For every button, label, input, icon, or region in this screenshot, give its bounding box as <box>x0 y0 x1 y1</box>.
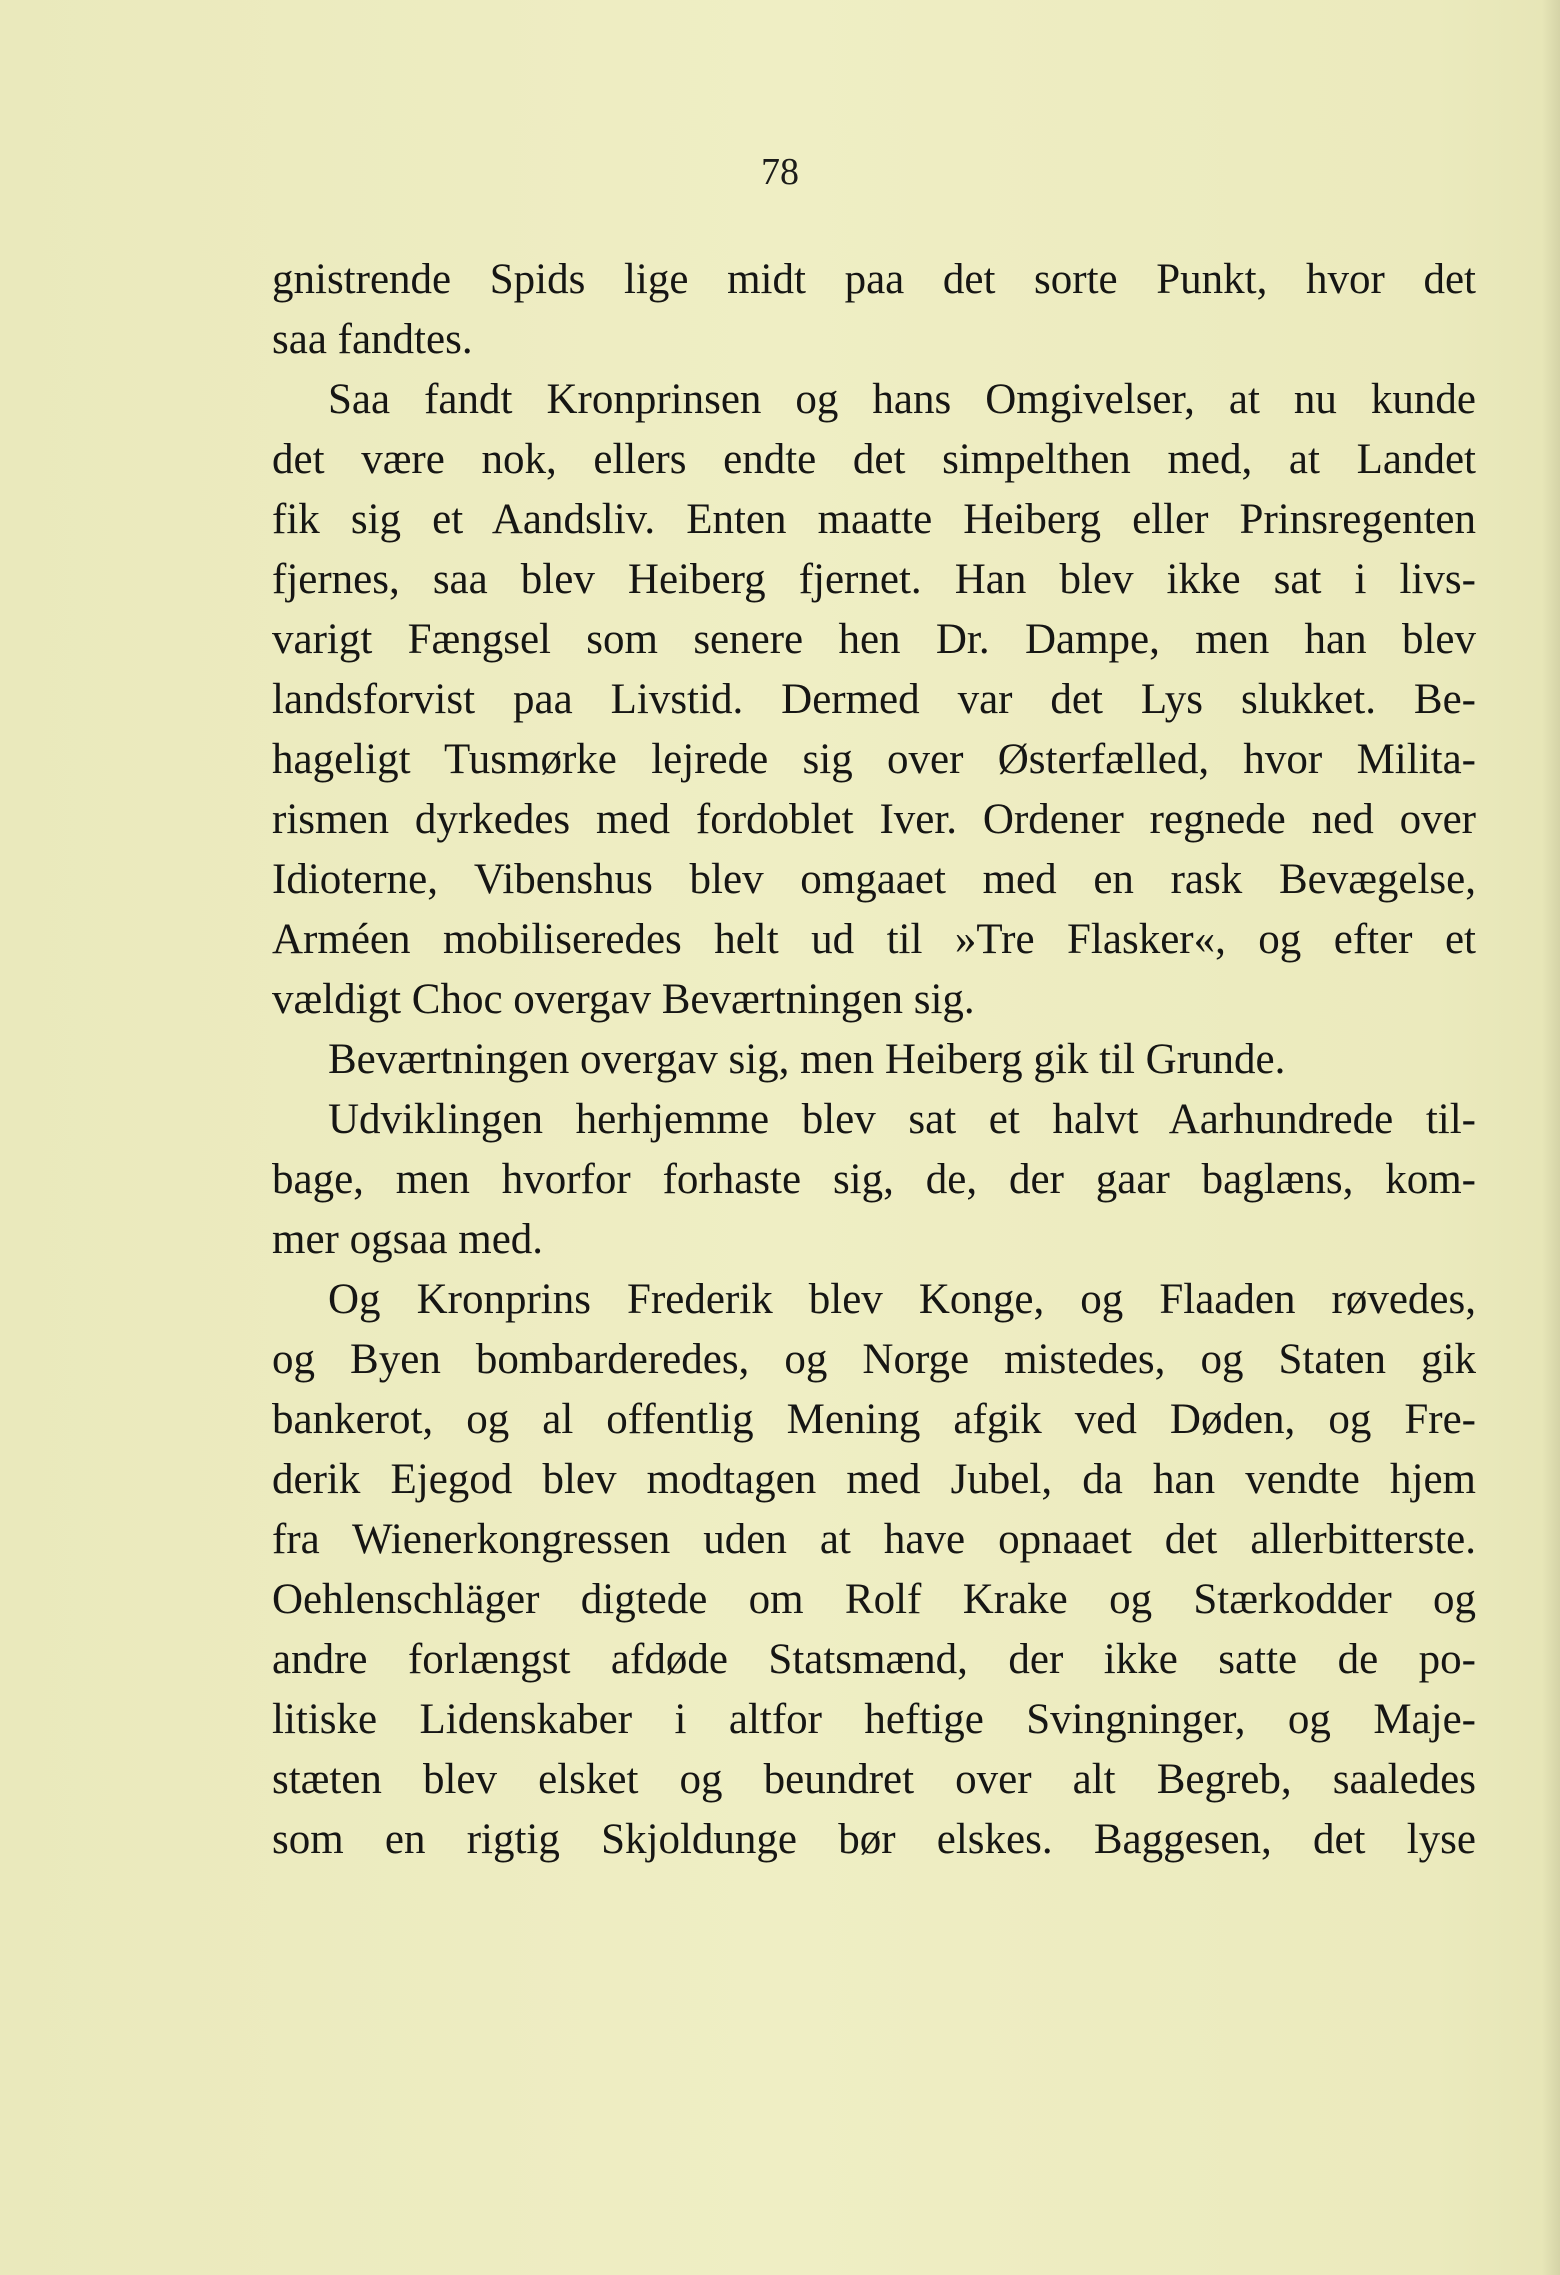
text-line: derik Ejegod blev modtagen med Jubel, da han vendte hjem <box>272 1456 1476 1503</box>
text-line: fjernes, saa blev Heiberg fjernet. Han blev ikke sat i livs- <box>272 556 1476 603</box>
text-line: det være nok, ellers endte det simpelthen med, at Landet <box>272 436 1476 483</box>
text-line: landsforvist paa Livstid. Dermed var det Lys slukket. Be- <box>272 676 1476 723</box>
page-edge-shadow <box>1542 0 1560 2275</box>
text-line: Idioterne, Vibenshus blev omgaaet med en rask Bevægelse, <box>272 856 1476 903</box>
text-line: litiske Lidenskaber i altfor heftige Svingninger, og Maje- <box>272 1696 1476 1743</box>
text-line: varigt Fængsel som senere hen Dr. Dampe, men han blev <box>272 616 1476 663</box>
text-line: Saa fandt Kronprinsen og hans Omgivelser, at nu kunde <box>328 376 1476 423</box>
text-line: Beværtningen overgav sig, men Heiberg gik til Grunde. <box>328 1036 1286 1083</box>
text-line: Og Kronprins Frederik blev Konge, og Flaaden røvedes, <box>328 1276 1476 1323</box>
text-line: rismen dyrkedes med fordoblet Iver. Ordener regnede ned over <box>272 796 1476 843</box>
text-line: gnistrende Spids lige midt paa det sorte Punkt, hvor det <box>272 256 1476 303</box>
page-number: 78 <box>761 151 799 193</box>
text-line: Udviklingen herhjemme blev sat et halvt Aarhundrede til- <box>328 1096 1476 1143</box>
text-line: fra Wienerkongressen uden at have opnaaet det allerbitterste. <box>272 1516 1476 1563</box>
text-line: andre forlængst afdøde Statsmænd, der ikke satte de po- <box>272 1636 1476 1683</box>
text-line: og Byen bombarderedes, og Norge mistedes, og Staten gik <box>272 1336 1476 1383</box>
text-line: Arméen mobiliseredes helt ud til »Tre Flasker«, og efter et <box>272 916 1476 963</box>
text-line: saa fandtes. <box>272 316 473 363</box>
body-text <box>272 250 1476 1870</box>
text-line: mer ogsaa med. <box>272 1216 544 1263</box>
text-line: bankerot, og al offentlig Mening afgik ved Døden, og Fre- <box>272 1396 1476 1443</box>
text-line: stæten blev elsket og beundret over alt Begreb, saaledes <box>272 1756 1476 1803</box>
text-line: fik sig et Aandsliv. Enten maatte Heiberg eller Prinsregenten <box>272 496 1476 543</box>
text-line: hageligt Tusmørke lejrede sig over Østerfælled, hvor Milita- <box>272 736 1476 783</box>
text-line: som en rigtig Skjoldunge bør elskes. Baggesen, det lyse <box>272 1816 1476 1863</box>
text-line: Oehlenschläger digtede om Rolf Krake og Stærkodder og <box>272 1576 1476 1623</box>
text-line: bage, men hvorfor forhaste sig, de, der gaar baglæns, kom- <box>272 1156 1476 1203</box>
text-line: vældigt Choc overgav Beværtningen sig. <box>272 976 975 1023</box>
